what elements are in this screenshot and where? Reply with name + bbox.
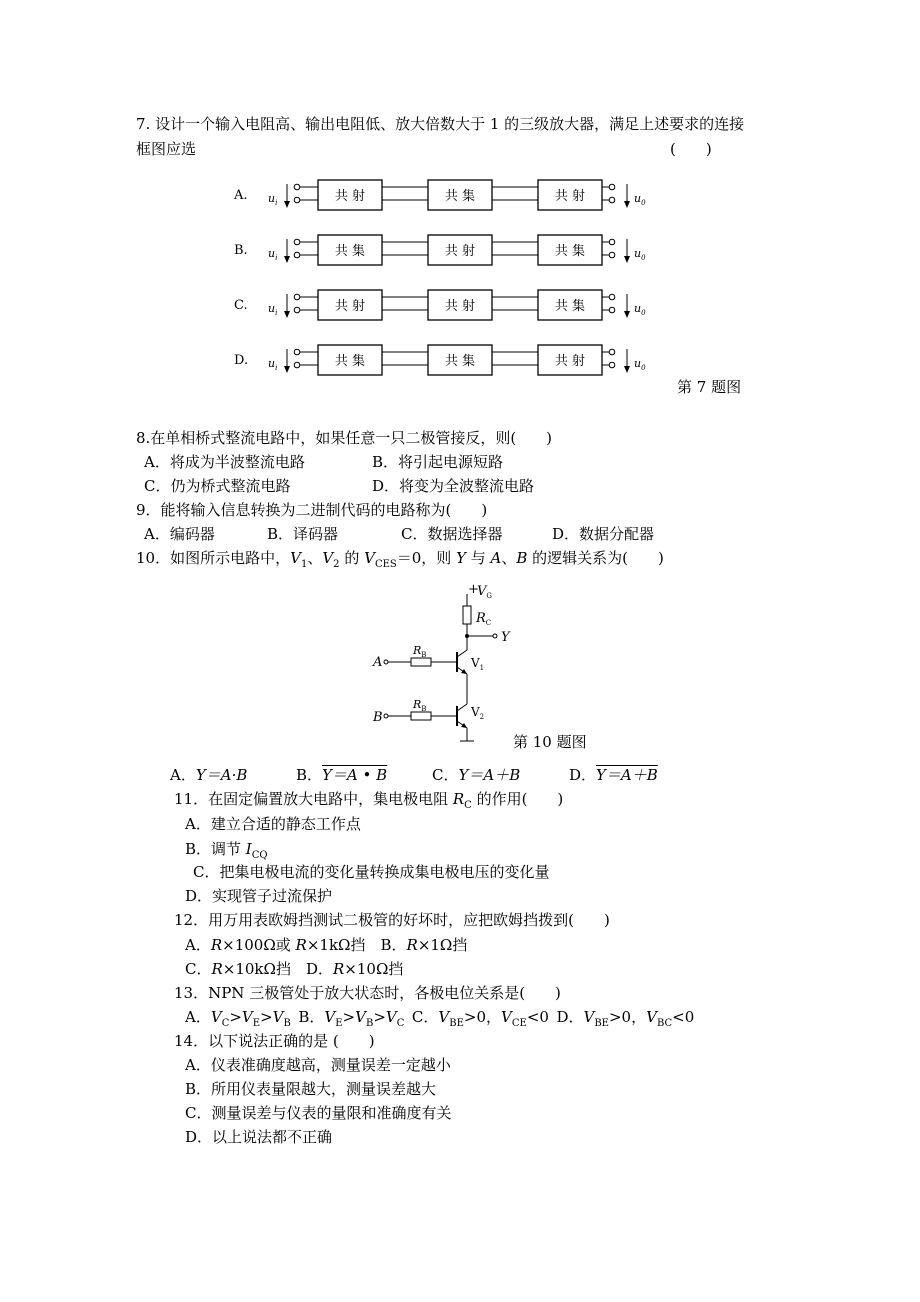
- q7-input-label: $u_i$: [268, 357, 278, 372]
- q8-option-c: C．仍为桥式整流电路: [144, 477, 291, 495]
- q10-v2-label: $V_2$: [471, 705, 485, 721]
- q9-stem: 9．能将输入信息转换为二进制代码的电路称为( ): [136, 501, 488, 519]
- q9-option-d: D．数据分配器: [552, 525, 655, 543]
- q8-stem: 8.在单相桥式整流电路中，如果任意一只二极管接反，则( ): [136, 429, 553, 447]
- q14-option-b: B．所用仪表量限越大，测量误差越大: [185, 1080, 437, 1098]
- q7-block-label: 共 射: [554, 354, 586, 369]
- q7-input-arrowhead: [284, 366, 290, 373]
- q10-rb1-label: $R_B$: [413, 644, 427, 659]
- q11-option-b: B．调节 $I_{CQ}$: [185, 840, 268, 861]
- q9-option-b: B．译码器: [267, 525, 339, 543]
- q7-row-label: C.: [234, 298, 248, 313]
- q7-output-label: $u_0$: [634, 247, 646, 262]
- q7-input-label: $u_i$: [268, 302, 278, 317]
- q8-option-a: A．将成为半波整流电路: [144, 453, 305, 471]
- q7-block-label: 共 射: [334, 189, 366, 204]
- q7-input-terminal: [294, 184, 300, 190]
- q7-input-label: $u_i$: [268, 247, 278, 262]
- q7-block-label: 共 射: [334, 299, 366, 314]
- q7-stem-line2: 框图应选: [136, 140, 197, 158]
- q7-input-terminal: [294, 362, 300, 368]
- q13-options: A．$V_C>V_E>V_B$ B．$V_E>V_B>V_C$ C．$V_{BE}>0$，$V_{CE}<0$ D．$V_{BE}>0$，$V_{BC}<0$: [185, 1008, 695, 1029]
- q10-rb2-resistor: [411, 712, 431, 720]
- q10-b-label: B: [373, 710, 383, 725]
- q7-row-label: A.: [234, 188, 248, 203]
- q7-output-terminal: [609, 252, 615, 258]
- q10-rb2-label: $R_B$: [413, 698, 427, 713]
- q7-input-terminal: [294, 197, 300, 203]
- q7-output-terminal: [609, 307, 615, 313]
- q7-block-label: 共 集: [334, 354, 366, 369]
- q11-option-a: A．建立合适的静态工作点: [185, 815, 361, 833]
- q10-option-a: A．Y＝A·B: [170, 766, 248, 784]
- q7-input-terminal: [294, 307, 300, 313]
- q7-input-terminal: [294, 294, 300, 300]
- q7-output-terminal: [609, 197, 615, 203]
- q14-option-a: A．仪表准确度越高，测量误差一定越小: [185, 1056, 451, 1074]
- q10-circuit: [365, 580, 525, 750]
- q7-block-label: 共 射: [444, 299, 476, 314]
- q8-option-b: B．将引起电源短路: [372, 453, 504, 471]
- q7-output-terminal: [609, 349, 615, 355]
- q14-option-d: D．以上说法都不正确: [185, 1128, 333, 1146]
- q10-v1-label: $V_1$: [471, 656, 485, 672]
- q7-figure-caption: 第 7 题图: [677, 378, 742, 396]
- q14-option-c: C．测量误差与仪表的量限和准确度有关: [185, 1104, 452, 1122]
- q12-stem: 12．用万用表欧姆挡测试二极管的好坏时，应把欧姆挡拨到( ): [174, 911, 610, 929]
- q10-a-terminal: [384, 660, 388, 664]
- q10-a-label: A: [373, 655, 383, 670]
- q7-output-label: $u_0$: [634, 357, 646, 372]
- q7-output-arrowhead: [624, 201, 630, 208]
- q7-block-label: 共 集: [444, 354, 476, 369]
- q7-answer-paren: ( ): [670, 140, 712, 158]
- q7-output-arrowhead: [624, 256, 630, 263]
- q7-output-label: $u_0$: [634, 192, 646, 207]
- q7-input-terminal: [294, 349, 300, 355]
- q7-output-terminal: [609, 239, 615, 245]
- q10-rb1-resistor: [411, 658, 431, 666]
- q10-v2-arrow: [461, 723, 467, 728]
- q10-plus-sign: +: [468, 582, 479, 597]
- q7-input-arrowhead: [284, 256, 290, 263]
- q12-options-cd: C．R×10kΩ挡 D．R×10Ω挡: [185, 960, 404, 978]
- q7-row-label: D.: [234, 353, 249, 368]
- q10-figure-caption: 第 10 题图: [513, 733, 587, 751]
- q7-stem-line1: 7. 设计一个输入电阻高、输出电阻低、放大倍数大于 1 的三级放大器，满足上述要求的连接: [136, 115, 745, 133]
- q14-stem: 14．以下说法正确的是 ( ): [174, 1032, 375, 1050]
- q7-output-terminal: [609, 362, 615, 368]
- q7-block-diagram: [225, 172, 665, 382]
- q10-option-c: C．Y＝A＋B: [432, 766, 521, 784]
- q11-option-c: C．把集电极电流的变化量转换成集电极电压的变化量: [193, 863, 550, 881]
- q10-y-terminal: [493, 634, 497, 638]
- q10-b-terminal: [384, 714, 388, 718]
- q10-stem: 10．如图所示电路中，$V_1$、$V_2$ 的 $V_{CES}=0$，则 Y 与 A、B 的逻辑关系为( ): [136, 549, 664, 570]
- q11-option-d: D．实现管子过流保护: [185, 887, 333, 905]
- q9-option-c: C．数据选择器: [401, 525, 503, 543]
- q7-block-label: 共 集: [554, 244, 586, 259]
- q7-output-terminal: [609, 184, 615, 190]
- q7-output-terminal: [609, 294, 615, 300]
- q10-option-d: D．Y＝A＋B: [569, 766, 658, 784]
- q7-output-label: $u_0$: [634, 302, 646, 317]
- q10-y-label: Y: [501, 630, 510, 645]
- q10-v1-arrow: [461, 669, 467, 674]
- q12-options-ab: A．R×100Ω或 R×1kΩ挡 B．R×1Ω挡: [185, 936, 468, 954]
- q7-block-label: 共 集: [444, 189, 476, 204]
- q7-input-terminal: [294, 239, 300, 245]
- q7-row-label: B.: [234, 243, 248, 258]
- q7-input-terminal: [294, 252, 300, 258]
- q7-output-arrowhead: [624, 366, 630, 373]
- q7-output-arrowhead: [624, 311, 630, 318]
- q10-rc-label: $R_C$: [476, 611, 492, 627]
- q8-option-d: D．将变为全波整流电路: [372, 477, 535, 495]
- q10-option-b: B．Y＝A • B: [296, 766, 388, 784]
- q7-block-label: 共 射: [444, 244, 476, 259]
- q10-vg-label: $V_G$: [477, 584, 492, 600]
- q11-stem: 11．在固定偏置放大电路中，集电极电阻 $R_C$ 的作用( ): [174, 790, 564, 811]
- q13-stem: 13．NPN 三极管处于放大状态时，各极电位关系是( ): [174, 984, 561, 1002]
- q7-block-label: 共 射: [554, 189, 586, 204]
- q9-option-a: A．编码器: [144, 525, 215, 543]
- q7-block-label: 共 集: [554, 299, 586, 314]
- q7-input-arrowhead: [284, 311, 290, 318]
- q7-input-label: $u_i$: [268, 192, 278, 207]
- q7-input-arrowhead: [284, 201, 290, 208]
- q7-block-label: 共 集: [334, 244, 366, 259]
- q10-rc-resistor: [463, 606, 471, 624]
